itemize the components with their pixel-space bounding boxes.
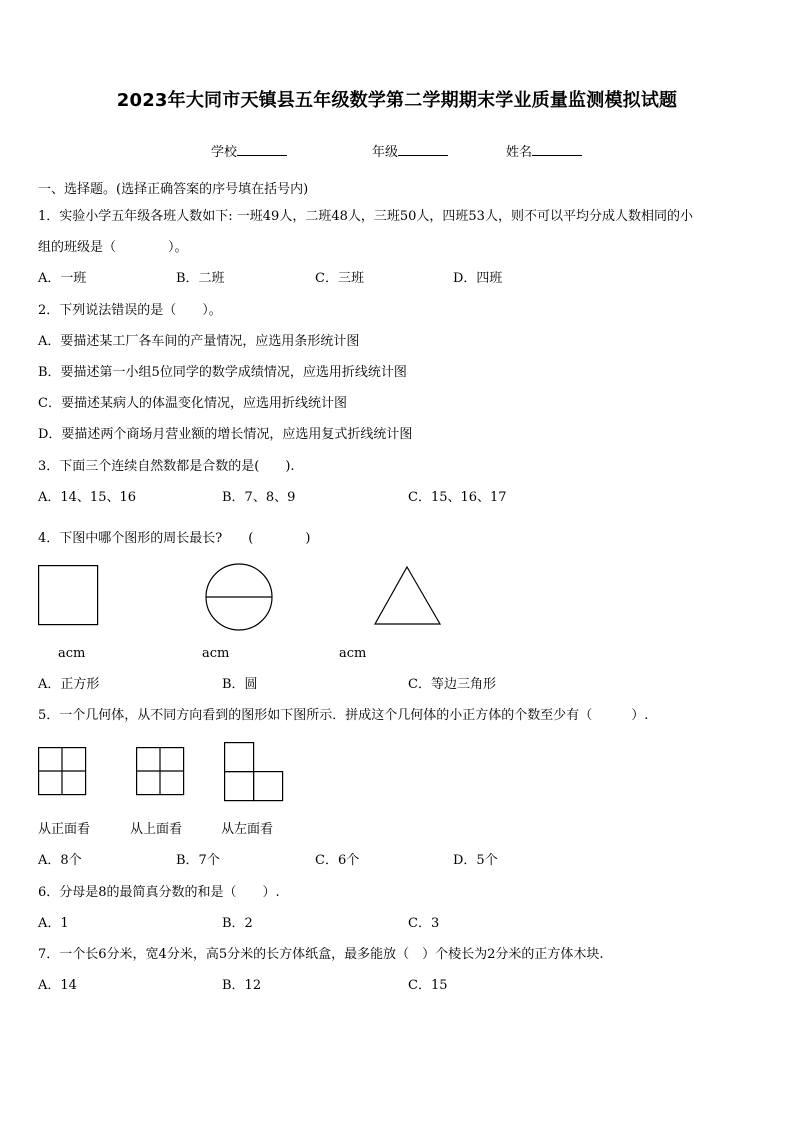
question-1-line-1: 1．实验小学五年级各班人数如下: 一班49人，二班48人，三班50人，四班53人，则不可以平均分成人数相同的小	[38, 209, 693, 224]
front-view-figure	[38, 747, 88, 797]
q4-option-b: B．圆	[222, 677, 258, 692]
square-figure	[38, 565, 100, 627]
q5-option-c: C．6个	[315, 853, 360, 868]
question-3-stem: 3．下面三个连续自然数都是合数的是( ).	[38, 459, 295, 474]
q2-option-c: C．要描述某病人的体温变化情况，应选用折线统计图	[38, 396, 347, 411]
q3-option-a: A．14、15、16	[38, 490, 137, 505]
q3-option-c: C．15、16、17	[408, 490, 507, 505]
q6-option-b: B．2	[222, 916, 253, 931]
q5-option-b: B．7个	[176, 853, 220, 868]
grade-label: 年级	[372, 145, 399, 160]
name-field	[506, 142, 582, 161]
school-field	[211, 142, 287, 161]
top-view-label: 从上面看	[130, 822, 183, 837]
question-6-stem: 6．分母是8的最简真分数的和是（ ）.	[38, 885, 280, 900]
q6-option-a: A．1	[38, 916, 69, 931]
q1-option-d: D．四班	[453, 271, 503, 286]
circle-diameter-label: acm	[202, 646, 230, 661]
question-2-stem: 2．下列说法错误的是（ ）。	[38, 303, 222, 318]
q5-option-a: A．8个	[38, 853, 82, 868]
circle-figure	[205, 564, 273, 632]
question-4-stem: 4．下图中哪个图形的周长最长? ( )	[38, 531, 311, 546]
triangle-figure	[374, 566, 442, 626]
front-view-label: 从正面看	[38, 822, 91, 837]
top-view-figure	[136, 747, 186, 797]
q1-option-b: B．二班	[176, 271, 225, 286]
triangle-side-label: acm	[339, 646, 367, 661]
school-label: 学校	[211, 145, 238, 160]
q7-option-a: A．14	[38, 978, 77, 993]
grade-field	[372, 142, 448, 161]
question-7-stem: 7．一个长6分米，宽4分米，高5分米的长方体纸盒，最多能放（ ）个棱长为2分米的正方体木块.	[38, 947, 604, 962]
left-view-label: 从左面看	[221, 822, 274, 837]
q1-option-a: A．一班	[38, 271, 87, 286]
q7-option-b: B．12	[222, 978, 262, 993]
q1-option-c: C．三班	[315, 271, 364, 286]
q3-option-b: B．7、8、9	[222, 490, 296, 505]
q5-option-d: D．5个	[453, 853, 498, 868]
q6-option-c: C．3	[408, 916, 440, 931]
q2-option-a: A．要描述某工厂各车间的产量情况，应选用条形统计图	[38, 334, 360, 349]
question-1-line-2: 组的班级是（ ）。	[38, 240, 188, 255]
q2-option-d: D．要描述两个商场月营业额的增长情况，应选用复式折线统计图	[38, 427, 413, 442]
q4-option-c: C．等边三角形	[408, 677, 496, 692]
grade-blank	[398, 142, 448, 156]
q2-option-b: B．要描述第一小组5位同学的数学成绩情况，应选用折线统计图	[38, 365, 407, 380]
question-5-stem: 5．一个几何体，从不同方向看到的图形如下图所示．拼成这个几何体的小正方体的个数至少有（ ）.	[38, 708, 649, 723]
q7-option-c: C．15	[408, 978, 448, 993]
school-blank	[237, 142, 287, 156]
square-side-label: acm	[58, 646, 86, 661]
name-label: 姓名	[506, 145, 533, 160]
left-view-figure	[224, 742, 286, 802]
page-title: 2023年大同市天镇县五年级数学第二学期期末学业质量监测模拟试题	[116, 90, 678, 111]
section-heading: 一、选择题。(选择正确答案的序号填在括号内)	[38, 182, 309, 197]
name-blank	[532, 142, 582, 156]
q4-option-a: A．正方形	[38, 677, 100, 692]
